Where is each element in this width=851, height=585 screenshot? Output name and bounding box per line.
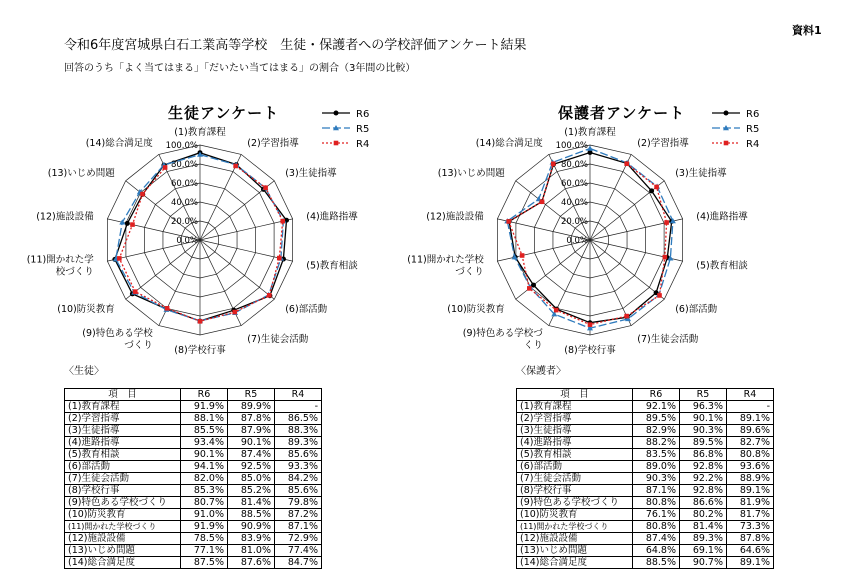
- legend-label: R5: [356, 124, 370, 135]
- table-row: [517, 497, 774, 509]
- table-cell-item: (11)開かれた学校づくり: [65, 521, 181, 533]
- table-row: [517, 485, 774, 497]
- table-row: [65, 497, 322, 509]
- table-cell-value: 85.5%: [181, 425, 228, 437]
- data-point-r4: [588, 322, 593, 327]
- axis-label: (4)進路指導: [696, 211, 748, 223]
- data-point-r4: [165, 306, 170, 311]
- tick-label: 40.0%: [170, 198, 198, 208]
- table-cell-value: 87.4%: [633, 533, 680, 545]
- table-cell-value: 90.3%: [633, 473, 680, 485]
- table-cell-value: 80.7%: [181, 497, 228, 509]
- table-cell-value: -: [727, 401, 774, 413]
- table-header-row: [517, 389, 774, 401]
- table-cell-item: (1)教育課程: [517, 401, 633, 413]
- table-cell-item: (5)教育相談: [517, 449, 633, 461]
- table-cell-item: (14)総合満足度: [65, 557, 181, 569]
- table-cell-value: 87.1%: [633, 485, 680, 497]
- table-cell-value: 89.3%: [680, 533, 727, 545]
- student-chart-title: 生徒アンケート: [168, 104, 280, 122]
- table-cell-item: (11)開かれた学校づくり: [517, 521, 633, 533]
- axis-label: (9)特色ある学校づくり: [82, 328, 153, 352]
- table-cell-value: 79.8%: [275, 497, 322, 509]
- tick-label: 20.0%: [170, 217, 198, 227]
- table-cell-value: 81.0%: [228, 545, 275, 557]
- table-cell-value: 87.6%: [228, 557, 275, 569]
- table-cell-value: 96.3%: [680, 401, 727, 413]
- table-cell-item: (6)部活動: [517, 461, 633, 473]
- table-cell-value: 91.9%: [181, 401, 228, 413]
- axis-label: (14)総合満足度: [85, 137, 153, 149]
- axis-label: (7)生徒会活動: [637, 334, 699, 346]
- data-point-r4: [624, 161, 629, 166]
- tick-label: 80.0%: [560, 160, 588, 170]
- axis-label: (8)学校行事: [564, 345, 616, 356]
- table-row: [517, 425, 774, 437]
- table-row: [65, 413, 322, 425]
- data-point-r4: [663, 255, 668, 260]
- data-point-r4: [657, 293, 662, 298]
- axis-label: (6)部活動: [285, 303, 328, 315]
- table-cell-value: 81.7%: [727, 509, 774, 521]
- series-line-r6: [115, 153, 287, 321]
- table-cell-value: 89.5%: [680, 437, 727, 449]
- axis-label: (5)教育相談: [306, 260, 358, 272]
- axis-label: (10)防災教育: [447, 303, 505, 315]
- data-point-r4: [233, 164, 238, 169]
- table-cell-value: 88.2%: [633, 437, 680, 449]
- data-point-r4: [654, 185, 659, 190]
- table-cell-value: 88.3%: [275, 425, 322, 437]
- table-cell-item: (14)総合満足度: [517, 557, 633, 569]
- table-cell-value: 85.6%: [275, 485, 322, 497]
- data-point-r4: [551, 161, 556, 166]
- table-cell-value: 72.9%: [275, 533, 322, 545]
- table-cell-item: (4)進路指導: [517, 437, 633, 449]
- axis-label: (10)防災教育: [57, 303, 115, 315]
- table-cell-value: 90.7%: [680, 557, 727, 569]
- table-cell-value: 88.5%: [633, 557, 680, 569]
- legend-label: R6: [356, 109, 370, 120]
- data-point-r4: [232, 310, 237, 315]
- table-header-row: [65, 389, 322, 401]
- table-cell-value: 83.9%: [228, 533, 275, 545]
- legend-marker: [334, 111, 339, 116]
- table-cell-value: 86.5%: [275, 413, 322, 425]
- table-cell-value: 89.6%: [727, 425, 774, 437]
- table-cell-value: 64.8%: [633, 545, 680, 557]
- data-point-r4: [554, 308, 559, 313]
- tick-label: 40.0%: [560, 198, 588, 208]
- table-cell-value: 86.6%: [680, 497, 727, 509]
- tick-label: 100.0%: [555, 141, 588, 151]
- header-r5: R5: [680, 389, 727, 401]
- table-cell-value: 82.7%: [727, 437, 774, 449]
- table-cell-value: 84.2%: [275, 473, 322, 485]
- table-cell-value: 84.7%: [275, 557, 322, 569]
- table-cell-value: 89.1%: [727, 485, 774, 497]
- table-row: [517, 413, 774, 425]
- table-cell-value: 90.1%: [228, 437, 275, 449]
- header-item: 項 目: [517, 389, 633, 401]
- table-cell-value: 90.9%: [228, 521, 275, 533]
- data-point-r4: [527, 286, 532, 291]
- data-point-r4: [130, 222, 135, 227]
- table-cell-value: 83.5%: [633, 449, 680, 461]
- table-row: [65, 545, 322, 557]
- table-cell-value: 94.1%: [181, 461, 228, 473]
- header-r4: R4: [727, 389, 774, 401]
- table-row: [65, 461, 322, 473]
- legend-marker: [724, 141, 729, 146]
- axis-label: (11)開かれた学校づくり: [26, 254, 94, 278]
- table-cell-item: (12)施設設備: [65, 533, 181, 545]
- table-row: [517, 521, 774, 533]
- table-cell-value: 89.5%: [633, 413, 680, 425]
- table-cell-value: 88.1%: [181, 413, 228, 425]
- table-cell-value: 91.0%: [181, 509, 228, 521]
- table-cell-value: 76.1%: [633, 509, 680, 521]
- table-cell-value: 89.9%: [228, 401, 275, 413]
- table-row: [65, 509, 322, 521]
- table-cell-item: (9)特色ある学校づくり: [65, 497, 181, 509]
- table-cell-value: 92.5%: [228, 461, 275, 473]
- axis-label: (4)進路指導: [306, 211, 358, 223]
- student-section-label: 〈生徒〉: [64, 366, 104, 377]
- table-row: [517, 437, 774, 449]
- table-cell-item: (7)生徒会活動: [517, 473, 633, 485]
- table-cell-item: (1)教育課程: [65, 401, 181, 413]
- table-row: [517, 557, 774, 569]
- axis-label: (7)生徒会活動: [247, 334, 309, 346]
- table-cell-value: -: [275, 401, 322, 413]
- table-cell-item: (6)部活動: [65, 461, 181, 473]
- table-cell-value: 80.8%: [727, 449, 774, 461]
- axis-label: (1)教育課程: [174, 127, 226, 138]
- table-row: [517, 533, 774, 545]
- table-cell-value: 80.2%: [680, 509, 727, 521]
- data-point-r4: [263, 185, 268, 190]
- table-cell-value: 81.4%: [228, 497, 275, 509]
- table-cell-item: (12)施設設備: [517, 533, 633, 545]
- table-cell-item: (8)学校行事: [517, 485, 633, 497]
- table-cell-value: 93.3%: [275, 461, 322, 473]
- table-cell-value: 77.4%: [275, 545, 322, 557]
- parent-results-table: [516, 388, 774, 569]
- table-row: [65, 533, 322, 545]
- grid-spoke: [200, 219, 293, 240]
- table-cell-value: 85.0%: [228, 473, 275, 485]
- table-cell-item: (9)特色ある学校づくり: [517, 497, 633, 509]
- series-line-r5: [116, 155, 284, 321]
- table-cell-value: 89.1%: [727, 557, 774, 569]
- tick-label: 60.0%: [560, 179, 588, 189]
- table-cell-item: (2)学習指導: [517, 413, 633, 425]
- axis-label: (6)部活動: [675, 303, 718, 315]
- student-results-table: [64, 388, 322, 569]
- table-row: [65, 437, 322, 449]
- parent-radar-chart: [407, 95, 790, 356]
- header-r4: R4: [275, 389, 322, 401]
- table-cell-value: 87.5%: [181, 557, 228, 569]
- table-cell-value: 77.1%: [181, 545, 228, 557]
- table-cell-value: 93.4%: [181, 437, 228, 449]
- table-row: [517, 545, 774, 557]
- table-row: [517, 473, 774, 485]
- tick-label: 100.0%: [165, 141, 198, 151]
- table-cell-item: (3)生徒指導: [517, 425, 633, 437]
- legend-label: R4: [356, 139, 370, 150]
- data-point-r6: [588, 150, 593, 155]
- table-cell-value: 90.1%: [181, 449, 228, 461]
- table-cell-value: 85.6%: [275, 449, 322, 461]
- table-cell-value: 85.3%: [181, 485, 228, 497]
- table-cell-value: 86.8%: [680, 449, 727, 461]
- table-cell-item: (13)いじめ問題: [65, 545, 181, 557]
- legend-label: R4: [746, 139, 760, 150]
- table-cell-item: (2)学習指導: [65, 413, 181, 425]
- axis-label: (11)開かれた学校づくり: [407, 254, 484, 278]
- table-cell-item: (13)いじめ問題: [517, 545, 633, 557]
- table-cell-value: 92.2%: [680, 473, 727, 485]
- table-row: [65, 521, 322, 533]
- document-label: 資料1: [792, 24, 822, 37]
- table-cell-value: 87.8%: [727, 533, 774, 545]
- table-row: [517, 461, 774, 473]
- tick-label: 80.0%: [170, 160, 198, 170]
- legend-marker: [334, 141, 339, 146]
- table-cell-value: 64.6%: [727, 545, 774, 557]
- student-radar-chart: [20, 95, 400, 356]
- data-point-r4: [163, 165, 168, 170]
- data-point-r4: [277, 256, 282, 261]
- tick-label: 0.0%: [566, 236, 588, 246]
- table-cell-item: (8)学校行事: [65, 485, 181, 497]
- axis-label: (3)生徒指導: [675, 168, 727, 180]
- table-cell-value: 89.0%: [633, 461, 680, 473]
- data-point-r4: [140, 192, 145, 197]
- data-point-r4: [624, 314, 629, 319]
- legend-marker: [724, 111, 729, 116]
- axis-label: (12)施設設備: [36, 211, 94, 223]
- header-item: 項 目: [65, 389, 181, 401]
- table-cell-value: 91.9%: [181, 521, 228, 533]
- table-cell-item: (3)生徒指導: [65, 425, 181, 437]
- data-point-r4: [133, 289, 138, 294]
- data-point-r4: [117, 256, 122, 261]
- header-r5: R5: [228, 389, 275, 401]
- table-row: [65, 449, 322, 461]
- table-cell-item: (10)防災教育: [65, 509, 181, 521]
- table-cell-value: 92.8%: [680, 485, 727, 497]
- table-cell-item: (10)防災教育: [517, 509, 633, 521]
- axis-label: (9)特色ある学校づくり: [462, 328, 543, 352]
- table-row: [65, 401, 322, 413]
- data-point-r4: [280, 219, 285, 224]
- table-row: [517, 401, 774, 413]
- header-r6: R6: [181, 389, 228, 401]
- table-cell-value: 82.9%: [633, 425, 680, 437]
- table-row: [65, 473, 322, 485]
- table-cell-value: 87.1%: [275, 521, 322, 533]
- table-cell-value: 73.3%: [727, 521, 774, 533]
- table-cell-value: 80.8%: [633, 521, 680, 533]
- page-title: 令和6年度宮城県白石工業高等学校 生徒・保護者への学校評価アンケート結果: [64, 38, 527, 53]
- axis-label: (2)学習指導: [247, 137, 299, 149]
- data-point-r4: [267, 293, 272, 298]
- axis-label: (3)生徒指導: [285, 168, 337, 180]
- table-cell-value: 89.1%: [727, 413, 774, 425]
- table-cell-value: 78.5%: [181, 533, 228, 545]
- table-cell-item: (7)生徒会活動: [65, 473, 181, 485]
- table-row: [65, 425, 322, 437]
- table-cell-value: 89.3%: [275, 437, 322, 449]
- parent-chart-title: 保護者アンケート: [558, 104, 686, 122]
- table-cell-value: 90.1%: [680, 413, 727, 425]
- table-cell-value: 81.9%: [727, 497, 774, 509]
- tick-label: 60.0%: [170, 179, 198, 189]
- table-row: [517, 449, 774, 461]
- table-cell-value: 82.0%: [181, 473, 228, 485]
- tick-label: 0.0%: [176, 236, 198, 246]
- table-cell-value: 92.1%: [633, 401, 680, 413]
- table-cell-value: 87.4%: [228, 449, 275, 461]
- table-cell-value: 81.4%: [680, 521, 727, 533]
- axis-label: (8)学校行事: [174, 345, 226, 356]
- axis-label: (12)施設設備: [426, 211, 484, 223]
- table-cell-value: 92.8%: [680, 461, 727, 473]
- table-cell-value: 87.9%: [228, 425, 275, 437]
- axis-label: (5)教育相談: [696, 260, 748, 272]
- table-cell-item: (5)教育相談: [65, 449, 181, 461]
- table-cell-value: 80.8%: [633, 497, 680, 509]
- table-row: [65, 557, 322, 569]
- legend-label: R6: [746, 109, 760, 120]
- axis-label: (13)いじめ問題: [47, 168, 115, 180]
- table-cell-item: (4)進路指導: [65, 437, 181, 449]
- data-point-r4: [520, 253, 525, 258]
- header-r6: R6: [633, 389, 680, 401]
- data-point-r4: [198, 319, 203, 324]
- table-cell-value: 88.9%: [727, 473, 774, 485]
- table-cell-value: 87.2%: [275, 509, 322, 521]
- data-point-r6: [649, 188, 654, 193]
- axis-label: (13)いじめ問題: [437, 168, 505, 180]
- table-cell-value: 85.2%: [228, 485, 275, 497]
- data-point-r4: [664, 220, 669, 225]
- axis-label: (2)学習指導: [637, 137, 689, 149]
- axis-label: (14)総合満足度: [475, 137, 543, 149]
- table-row: [65, 485, 322, 497]
- legend-label: R5: [746, 124, 760, 135]
- axis-label: (1)教育課程: [564, 127, 616, 138]
- data-point-r6: [125, 221, 130, 226]
- table-cell-value: 88.5%: [228, 509, 275, 521]
- table-row: [517, 509, 774, 521]
- table-cell-value: 69.1%: [680, 545, 727, 557]
- data-point-r4: [506, 219, 511, 224]
- page-subtitle: 回答のうち「よく当てはまる」「だいたい当てはまる」の割合（3年間の比較）: [64, 63, 416, 74]
- data-point-r4: [540, 199, 545, 204]
- tick-label: 20.0%: [560, 217, 588, 227]
- table-cell-value: 90.3%: [680, 425, 727, 437]
- table-cell-value: 93.6%: [727, 461, 774, 473]
- table-cell-value: 87.8%: [228, 413, 275, 425]
- parent-section-label: 〈保護者〉: [516, 366, 566, 377]
